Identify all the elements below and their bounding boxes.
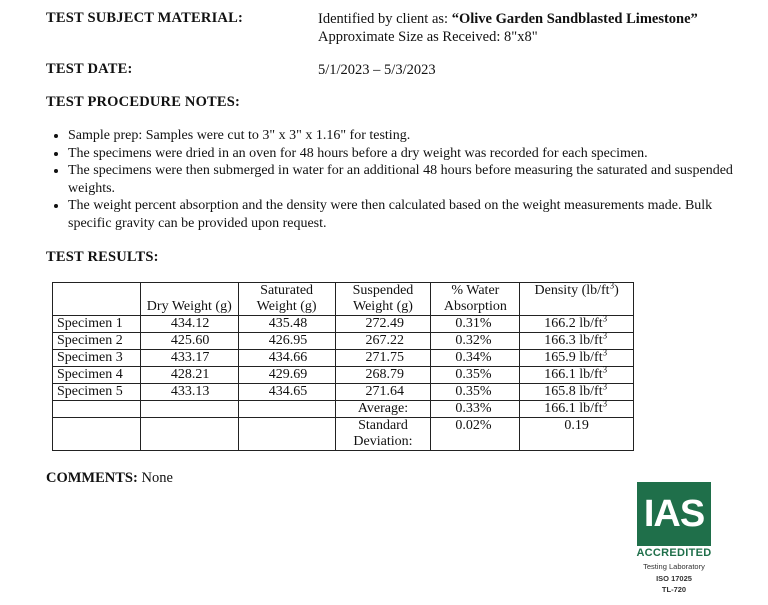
absorption-cell: 0.35% <box>431 384 520 401</box>
empty-cell <box>140 418 238 451</box>
suspended-weight-cell: 271.75 <box>335 350 431 367</box>
average-absorption: 0.33% <box>431 401 520 418</box>
ias-testing-lab-text: Testing Laboratory <box>643 562 705 571</box>
header-dry-weight: Dry Weight (g) <box>140 283 238 316</box>
empty-cell <box>53 418 141 451</box>
material-size: Approximate Size as Received: 8"x8" <box>318 29 538 45</box>
test-date-label: TEST DATE: <box>46 61 133 77</box>
results-table <box>52 282 634 451</box>
header-saturated-weight: Saturated Weight (g) <box>238 283 335 316</box>
stddev-label: Standard Deviation: <box>335 418 431 451</box>
dry-weight-cell: 434.12 <box>140 316 238 333</box>
material-label: TEST SUBJECT MATERIAL: <box>46 10 243 26</box>
comments-value: None <box>141 470 173 486</box>
note-item: • The weight percent absorption and the density were then calculated based on the weight measurements made. Bulk specific gravity can be provided upon request. <box>68 197 738 232</box>
saturated-weight-cell: 426.95 <box>238 333 335 350</box>
empty-cell <box>238 418 335 451</box>
stddev-absorption: 0.02% <box>431 418 520 451</box>
absorption-cell: 0.34% <box>431 350 520 367</box>
table-row <box>53 333 634 350</box>
ias-logo: IAS <box>637 482 711 546</box>
empty-cell <box>140 401 238 418</box>
empty-cell <box>238 401 335 418</box>
test-date-value: 5/1/2023 – 5/3/2023 <box>318 62 436 78</box>
saturated-weight-cell: 429.69 <box>238 367 335 384</box>
suspended-weight-cell: 271.64 <box>335 384 431 401</box>
procedure-notes-list <box>46 127 738 232</box>
saturated-weight-cell: 435.48 <box>238 316 335 333</box>
saturated-weight-cell: 434.66 <box>238 350 335 367</box>
note-item: • The specimens were then submerged in water for an additional 48 hours before measuring the saturated and suspended weights. <box>68 162 738 197</box>
material-value <box>318 10 698 46</box>
suspended-weight-cell: 272.49 <box>335 316 431 333</box>
specimen-name: Specimen 4 <box>53 367 141 384</box>
average-row <box>53 401 634 418</box>
material-prefix: Identified by client as: <box>318 11 452 27</box>
absorption-cell: 0.35% <box>431 367 520 384</box>
stddev-density: 0.19 <box>520 418 634 451</box>
note-item: • The specimens were dried in an oven for 48 hours before a dry weight was recorded for each specimen. <box>68 145 738 163</box>
absorption-cell: 0.31% <box>431 316 520 333</box>
header-density: Density $(lb/ft^3)$ <box>520 283 634 316</box>
comments-label: COMMENTS: <box>46 470 138 486</box>
dry-weight-cell: 433.17 <box>140 350 238 367</box>
comments <box>46 470 173 487</box>
suspended-weight-cell: 268.79 <box>335 367 431 384</box>
empty-cell <box>53 401 141 418</box>
ias-tl-text: TL-720 <box>661 585 687 594</box>
table-row <box>53 367 634 384</box>
suspended-weight-cell: 267.22 <box>335 333 431 350</box>
material-name: “Olive Garden Sandblasted Limestone” <box>451 11 698 27</box>
dry-weight-cell: 428.21 <box>140 367 238 384</box>
saturated-weight-cell: 434.65 <box>238 384 335 401</box>
dry-weight-cell: 425.60 <box>140 333 238 350</box>
results-body <box>53 313 634 451</box>
header-specimen <box>53 283 141 316</box>
absorption-cell: 0.32% <box>431 333 520 350</box>
specimen-name: Specimen 3 <box>53 350 141 367</box>
density-cell: 166.1 $lb/ft^3$ <box>520 367 634 384</box>
ias-iso-text: ISO 17025 <box>656 574 692 583</box>
dry-weight-cell: 433.13 <box>140 384 238 401</box>
procedure-notes-label: TEST PROCEDURE NOTES: <box>46 94 241 110</box>
ias-accredited-text: ACCREDITED <box>636 547 712 559</box>
density-cell: 165.9 $lb/ft^3$ <box>520 350 634 367</box>
table-header-row <box>53 283 634 316</box>
table-row <box>53 350 634 367</box>
average-density: 166.1 $lb/ft^3$ <box>520 401 634 418</box>
specimen-name: Specimen 5 <box>53 384 141 401</box>
specimen-name: Specimen 1 <box>53 316 141 333</box>
stddev-row <box>53 418 634 451</box>
note-item: • Sample prep: Samples were cut to 3" x 3" x 1.16" for testing. <box>68 127 738 145</box>
table-row <box>53 316 634 333</box>
density-cell: 166.3 $lb/ft^3$ <box>520 333 634 350</box>
table-row <box>53 384 634 401</box>
header-water-absorption: % Water Absorption <box>431 283 520 316</box>
header-suspended-weight: Suspended Weight (g) <box>335 283 431 316</box>
average-label: Average: <box>335 401 431 418</box>
density-cell: 165.8 $lb/ft^3$ <box>520 384 634 401</box>
specimen-name: Specimen 2 <box>53 333 141 350</box>
density-cell: 166.2 $lb/ft^3$ <box>520 316 634 333</box>
test-results-label: TEST RESULTS: <box>46 249 159 265</box>
